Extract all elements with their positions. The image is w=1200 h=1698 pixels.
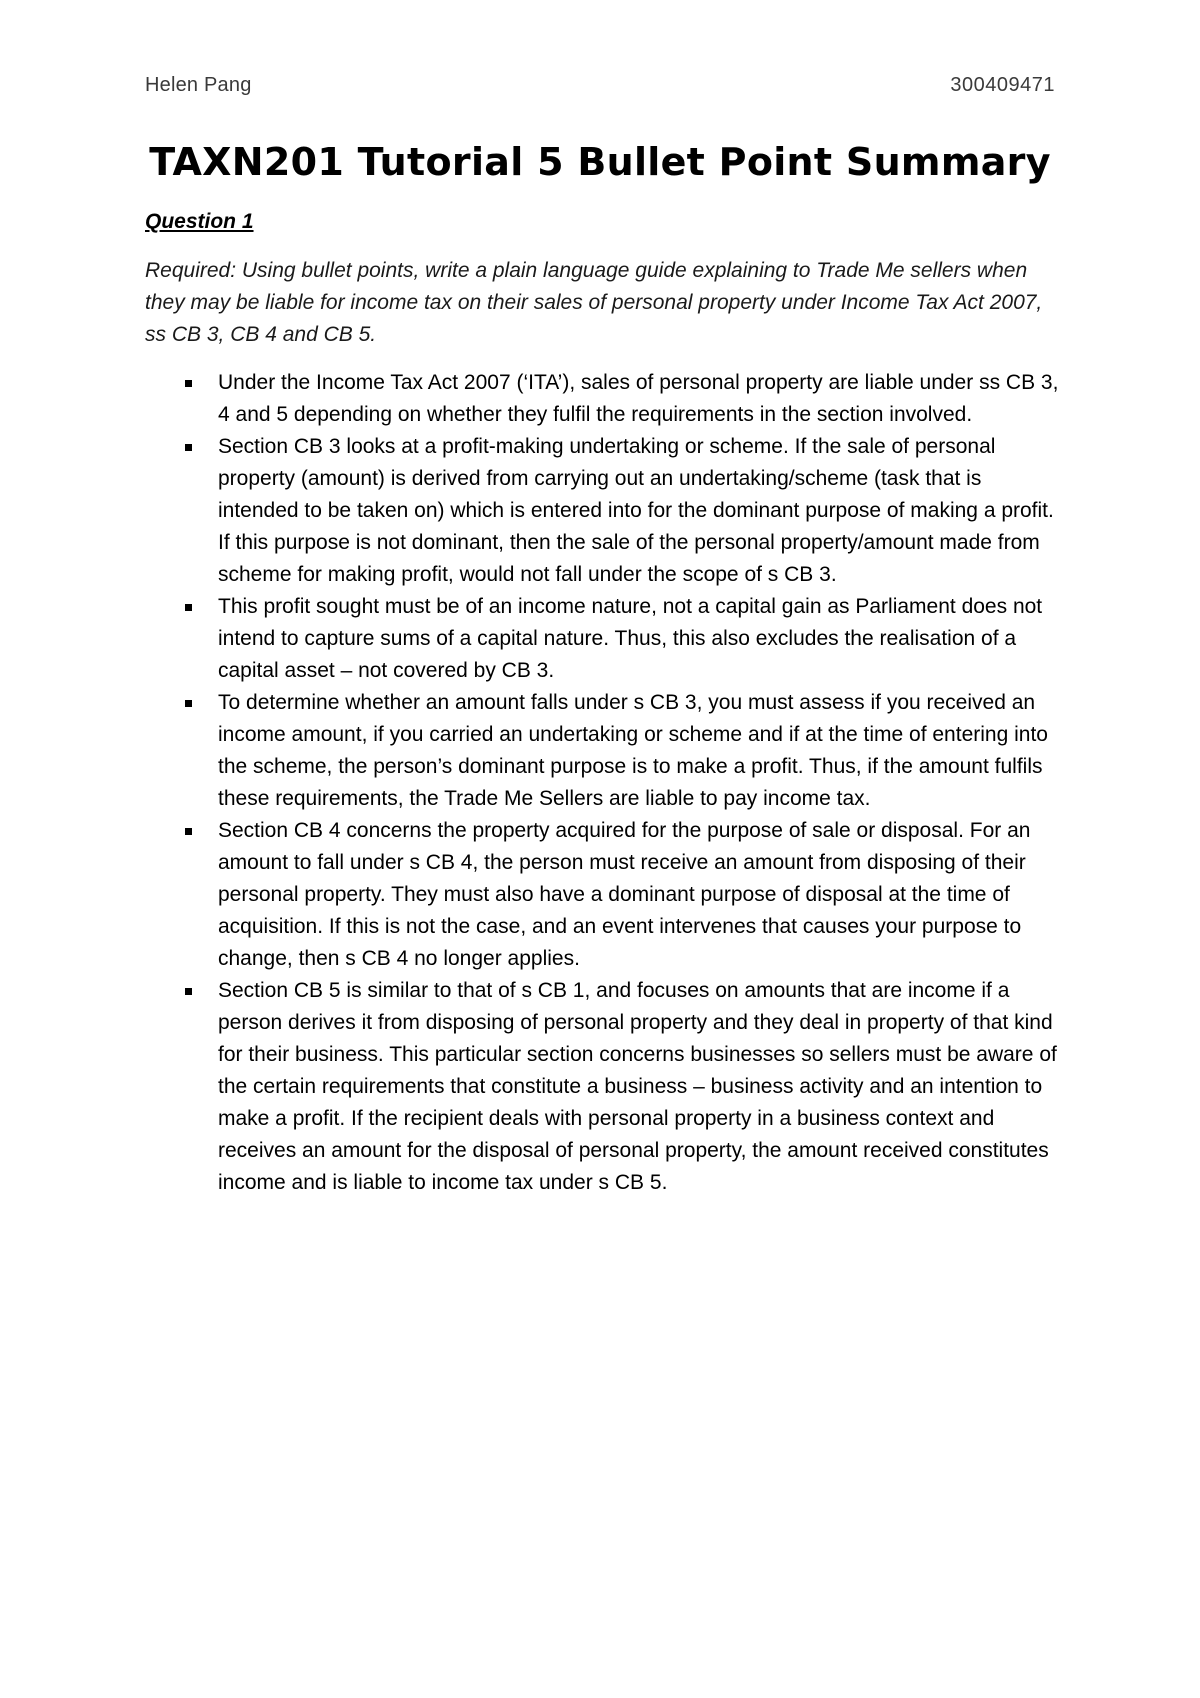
bullet-item — [145, 815, 1060, 975]
document-title: TAXN201 Tutorial 5 Bullet Point Summary — [149, 140, 1051, 184]
bullet-item — [145, 687, 1060, 815]
square-bullet-icon — [185, 604, 192, 611]
square-bullet-icon — [185, 444, 192, 451]
bullet-text: Section CB 3 looks at a profit-making undertaking or scheme. If the sale of personal property (amount) is derived from carrying out an undertaking/scheme (task that is intended to be taken on) which is entered into for the dominant purpose of making a profit. If this purpose is not dominant, then the sale of the personal property/amount made from scheme for making profit, would not fall under the scope of s CB 3. — [218, 435, 1054, 586]
square-bullet-icon — [185, 380, 192, 387]
question-heading: Question 1 — [145, 210, 254, 233]
bullet-text: This profit sought must be of an income nature, not a capital gain as Parliament does not intend to capture sums of a capital nature. Thus, this also excludes the realisation of a capital asset – not covered by CB 3. — [218, 595, 1043, 682]
header-student-id: 300409471 — [950, 74, 1055, 96]
bullet-text: To determine whether an amount falls under s CB 3, you must assess if you received an income amount, if you carried an undertaking or scheme and if at the time of entering into the scheme, the person’s dominant purpose is to make a profit. Thus, if the amount fulfils these requirements, the Trade Me Sellers are liable to pay income tax. — [218, 691, 1048, 810]
bullet-item — [145, 431, 1060, 591]
bullet-list — [145, 367, 1060, 1199]
bullet-item — [145, 591, 1060, 687]
square-bullet-icon — [185, 828, 192, 835]
header-author: Helen Pang — [145, 74, 252, 96]
bullet-item — [145, 367, 1060, 431]
bullet-item — [145, 975, 1060, 1199]
bullet-text: Section CB 5 is similar to that of s CB 1, and focuses on amounts that are income if a person derives it from disposing of personal property and they deal in property of that kind for their business. This particular section concerns businesses so sellers must be aware of the certain requirements that constitute a business – business activity and an intention to make a profit. If the recipient deals with personal property in a business context and receives an amount for the disposal of personal property, the amount received constitutes income and is liable to income tax under s CB 5. — [218, 979, 1057, 1194]
square-bullet-icon — [185, 700, 192, 707]
bullet-text: Under the Income Tax Act 2007 (‘ITA’), sales of personal property are liable under ss CB 3, 4 and 5 depending on whether they fulfil the requirements in the section involved. — [218, 371, 1059, 426]
bullet-text: Section CB 4 concerns the property acquired for the purpose of sale or disposal. For an amount to fall under s CB 4, the person must receive an amount from disposing of their personal property. They must also have a dominant purpose of disposal at the time of acquisition. If this is not the case, and an event intervenes that causes your purpose to change, then s CB 4 no longer applies. — [218, 819, 1031, 970]
question-required-text: Required: Using bullet points, write a plain language guide explaining to Trade Me sellers when they may be liable for income tax on their sales of personal property under Income Tax Act 2007, ss CB 3, CB 4 and CB 5. — [145, 259, 1043, 346]
square-bullet-icon — [185, 988, 192, 995]
